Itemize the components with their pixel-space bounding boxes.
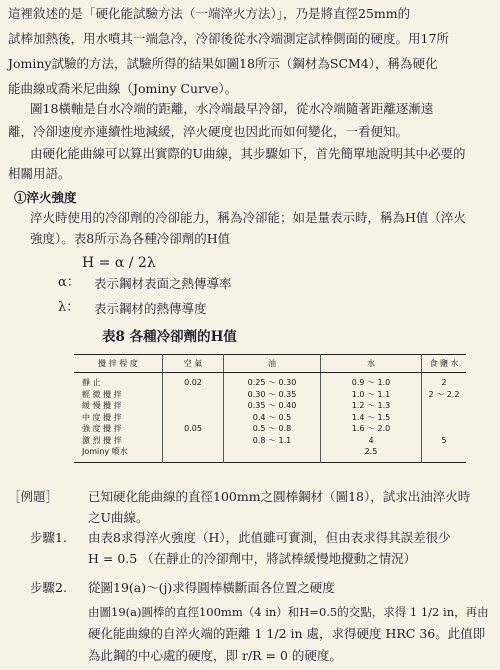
table-cell: 1.0 ～ 1.1 bbox=[321, 389, 422, 401]
table-cell: 0.35 ～ 0.40 bbox=[224, 400, 321, 412]
table-cell: 0.5 ～ 0.8 bbox=[224, 423, 321, 435]
header-agitation: 攪 拌 程 度 bbox=[74, 355, 163, 373]
table-cell: 中 度 攪 拌 bbox=[74, 412, 163, 424]
table-row bbox=[74, 446, 466, 462]
para2-line-1: 圖18橫軸是自水冷端的距離，水冷端最早冷卻，從水冷端隨著距離逐漸遠 bbox=[30, 101, 434, 116]
table-cell: 0.05 bbox=[163, 423, 224, 435]
table-cell: 0.4 ～ 0.5 bbox=[224, 412, 321, 424]
table-row bbox=[74, 435, 466, 447]
table-row bbox=[74, 373, 466, 389]
table-row bbox=[74, 412, 466, 424]
table-cell: 緩 慢 攪 拌 bbox=[74, 400, 163, 412]
intro-line-1: 這裡敘述的是「硬化能試驗方法（一端淬火方法）」，乃是將直徑25mm的 bbox=[8, 6, 411, 21]
table-cell: 輕 微 攪 拌 bbox=[74, 389, 163, 401]
para2-line-4: 相關用語。 bbox=[8, 166, 71, 181]
table-cell bbox=[163, 400, 224, 412]
table-cell bbox=[422, 423, 467, 435]
table-cell bbox=[163, 412, 224, 424]
section-line-2: 強度）。表8所示為各種冷卻劑的H值 bbox=[30, 231, 231, 246]
table-cell: 1.4 ～ 1.5 bbox=[321, 412, 422, 424]
table-cell: 5 bbox=[441, 435, 447, 445]
step2-label: 步驟2. bbox=[30, 580, 67, 595]
header-water: 水 bbox=[321, 355, 422, 373]
header-air: 空 氣 bbox=[163, 355, 224, 373]
table-cell: 0.9 ～ 1.0 bbox=[321, 373, 422, 389]
h-value-table bbox=[74, 354, 466, 463]
header-oil: 油 bbox=[224, 355, 321, 373]
table-cell: 2.5 bbox=[321, 446, 422, 462]
header-brine: 食 鹽 水 bbox=[422, 355, 467, 373]
table-cell: 0.02 bbox=[163, 373, 224, 389]
example-line-1: 已知硬化能曲線的直徑100mm之圓棒鋼材（圖18），試求出油淬火時 bbox=[88, 489, 471, 504]
def-symbol-alpha: α： bbox=[58, 275, 80, 290]
table-cell bbox=[422, 400, 467, 412]
table-cell: 靜 止 bbox=[74, 373, 163, 389]
table-row bbox=[74, 423, 466, 435]
table-cell: 1.2 ～ 1.3 bbox=[321, 400, 422, 412]
table-row bbox=[74, 389, 466, 401]
table-cell: 強 度 攪 拌 bbox=[74, 423, 163, 435]
table-cell: 0.30 ～ 0.35 bbox=[224, 389, 321, 401]
example-line-2: 之U曲線。 bbox=[88, 510, 149, 525]
section-line-1: 淬火時使用的冷卻劑的冷卻能力，稱為冷卻能；如是量表示時，稱為H值（淬火 bbox=[30, 210, 466, 225]
table-cell bbox=[163, 435, 224, 447]
step2-line-2: 由圖19(a)圓棒的直徑100mm（4 in）和H=0.5的交點，求得 1 1/2 in，再由 bbox=[88, 605, 489, 619]
step2-line-4: 為此鋼的中心處的硬度，即 r/R = 0 的硬度。 bbox=[88, 648, 342, 663]
para2-line-3: 由硬化能曲線可以算出實際的U曲線，其步驟如下，首先簡單地說明其中必要的 bbox=[30, 146, 466, 161]
section-heading: ①淬火強度 bbox=[14, 190, 77, 205]
intro-line-4: 能曲線或喬米尼曲線（Jominy Curve）。 bbox=[8, 81, 238, 96]
table-cell: 激 烈 攪 拌 bbox=[74, 435, 163, 447]
table-cell bbox=[163, 389, 224, 401]
table-cell: 2 bbox=[441, 378, 447, 388]
table-cell bbox=[422, 446, 467, 462]
table-cell: 2 ～ 2.2 bbox=[428, 389, 460, 399]
step1-line-2: H = 0.5 （在靜止的冷卻劑中，將試棒緩慢地攪動之情況） bbox=[88, 551, 417, 566]
para2-line-2: 離，冷卻速度亦連續性地減緩，淬火硬度也因此而如何變化，一看便知。 bbox=[8, 124, 409, 139]
formula: H = α / 2λ bbox=[82, 255, 156, 271]
step1-label: 步驟1. bbox=[30, 530, 67, 545]
intro-line-3: Jominy試驗的方法，試驗所得的結果如圖18所示（鋼材為SCM4），稱為硬化 bbox=[8, 56, 438, 71]
table-cell: 4 bbox=[321, 435, 422, 447]
table-cell: 0.25 ～ 0.30 bbox=[224, 373, 321, 389]
table-caption: 表8 各種冷卻劑的H值 bbox=[102, 329, 237, 345]
table-header-row bbox=[74, 355, 466, 373]
table-cell bbox=[422, 412, 467, 424]
step1-line-1: 由表8求得淬火強度（H），此值雖可實測，但由表求得其誤差很少 bbox=[88, 530, 451, 545]
step2-line-3: 硬化能曲線的自淬火端的距離 1 1/2 in 處，求得硬度 HRC 36。此值即 bbox=[88, 626, 486, 641]
intro-line-2: 試棒加熱後，用水噴其一端急冷，冷卻後從水冷端測定試棒側面的硬度。用17所 bbox=[8, 31, 449, 46]
def-text-lambda: 表示鋼材的熱傳導度 bbox=[94, 301, 207, 316]
example-label: ［例題］ bbox=[8, 489, 59, 504]
table-cell: 0.8 ～ 1.1 bbox=[224, 435, 321, 447]
table-row bbox=[74, 400, 466, 412]
def-symbol-lambda: λ： bbox=[58, 300, 80, 315]
table-cell: Jominy 噴水 bbox=[74, 446, 163, 462]
table-cell bbox=[224, 446, 321, 462]
table-cell: 1.6 ～ 2.0 bbox=[321, 423, 422, 435]
def-text-alpha: 表示鋼材表面之熱傳導率 bbox=[94, 276, 232, 291]
table-cell bbox=[163, 446, 224, 462]
step2-line-1: 從圖19(a)～(j)求得圓棒橫斷面各位置之硬度 bbox=[88, 580, 335, 595]
